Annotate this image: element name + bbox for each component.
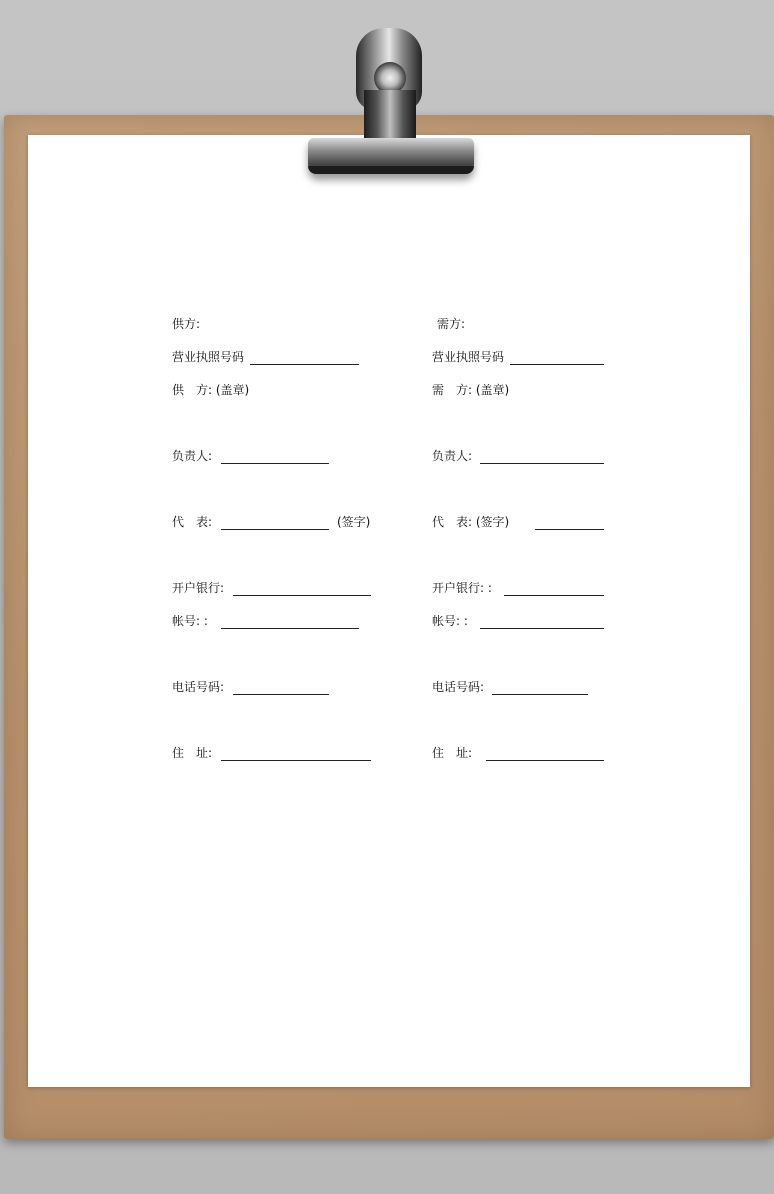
supplier-label: 供方: <box>172 317 201 331</box>
buyer-address-line[interactable] <box>486 760 604 761</box>
supplier-account-line[interactable] <box>221 628 359 629</box>
form-paper <box>28 135 750 1087</box>
supplier-address-label: 住 址: <box>172 746 213 760</box>
supplier-account-label: 帐号: : <box>172 614 208 628</box>
binder-clip-icon <box>300 20 480 180</box>
buyer-representative-label: 代 表: (签字) <box>432 515 510 529</box>
buyer-account-line[interactable] <box>480 628 604 629</box>
buyer-phone-label: 电话号码: <box>432 680 485 694</box>
supplier-seal-label: 供 方: (盖章) <box>172 383 250 397</box>
buyer-address-label: 住 址: <box>432 746 473 760</box>
clip-plate-rim <box>308 166 474 174</box>
buyer-bank-label: 开户银行: : <box>432 581 492 595</box>
supplier-license-line[interactable] <box>250 364 359 365</box>
supplier-address-line[interactable] <box>221 760 371 761</box>
supplier-person-label: 负责人: <box>172 449 213 463</box>
supplier-phone-label: 电话号码: <box>172 680 225 694</box>
supplier-license-label: 营业执照号码 <box>172 350 245 364</box>
buyer-license-label: 营业执照号码 <box>432 350 505 364</box>
supplier-person-line[interactable] <box>221 463 329 464</box>
buyer-person-label: 负责人: <box>432 449 473 463</box>
supplier-signature-label: (签字) <box>337 515 371 529</box>
buyer-label: 需方: <box>437 317 466 331</box>
buyer-account-label: 帐号: : <box>432 614 468 628</box>
buyer-person-line[interactable] <box>480 463 604 464</box>
buyer-bank-line[interactable] <box>504 595 604 596</box>
buyer-license-line[interactable] <box>510 364 604 365</box>
buyer-phone-line[interactable] <box>492 694 588 695</box>
supplier-representative-line[interactable] <box>221 529 329 530</box>
supplier-phone-line[interactable] <box>233 694 329 695</box>
buyer-seal-label: 需 方: (盖章) <box>432 383 510 397</box>
buyer-representative-line[interactable] <box>535 529 604 530</box>
supplier-bank-label: 开户银行: <box>172 581 225 595</box>
supplier-bank-line[interactable] <box>233 595 371 596</box>
supplier-representative-label: 代 表: <box>172 515 213 529</box>
